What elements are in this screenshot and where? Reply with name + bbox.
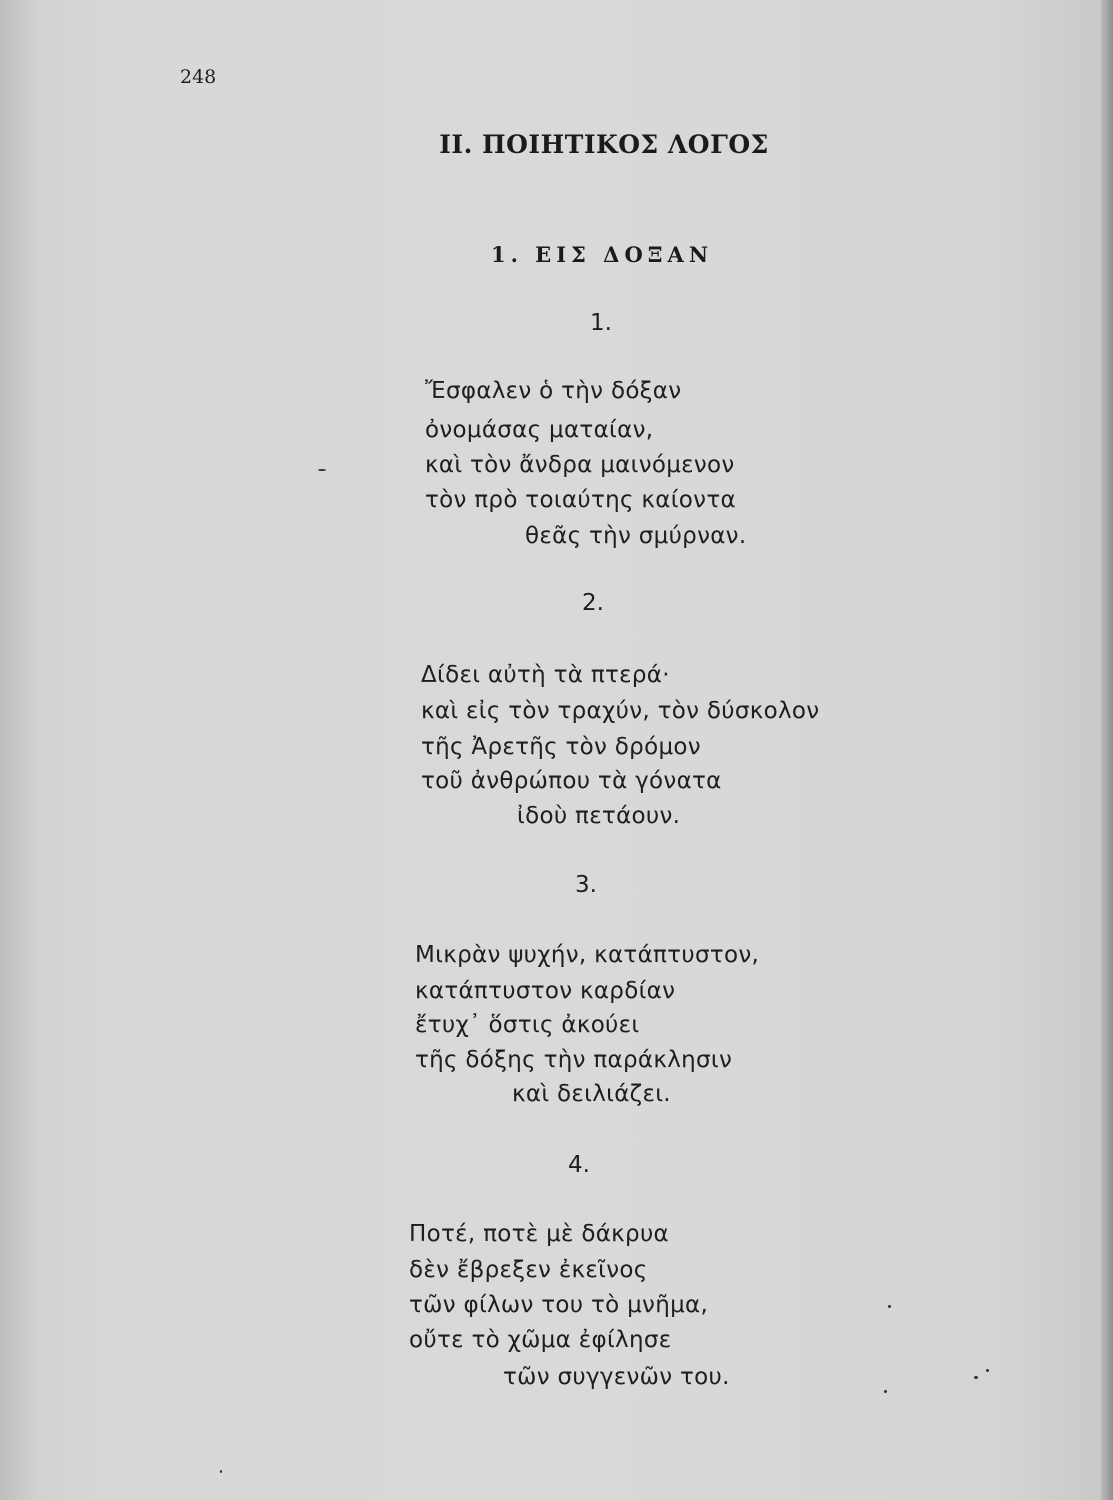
scan-speck (974, 1376, 978, 1379)
stanza-number: 3. (575, 872, 597, 898)
stanza-number: 1. (590, 310, 612, 336)
verse-line: Μικρὰν ψυχήν, κατάπτυστον, (415, 942, 760, 968)
scan-speck (884, 1390, 887, 1393)
verse-line: Ἔσφαλεν ὁ τὴν δόξαν (425, 378, 682, 404)
verse-line: τοῦ ἀνθρώπου τὰ γόνατα (421, 768, 722, 794)
verse-line: καὶ δειλιάζει. (512, 1081, 671, 1107)
verse-line: οὔτε τὸ χῶμα ἐφίλησε (409, 1327, 672, 1353)
verse-line: κατάπτυστον καρδίαν (415, 978, 676, 1004)
verse-line: ἰδοὺ πετάουν. (517, 803, 681, 829)
verse-line: Δίδει αὐτὴ τὰ πτερά· (421, 662, 670, 688)
verse-line: τῆς δόξης τὴν παράκλησιν (415, 1047, 733, 1073)
stanza-number: 2. (582, 590, 604, 616)
verse-line: καὶ εἰς τὸν τραχύν, τὸν δύσκολον (421, 698, 820, 724)
section-title: II. ΠΟΙΗΤΙΚΟΣ ΛΟΓΟΣ (439, 130, 769, 159)
scan-speck (220, 1470, 222, 1473)
scan-speck (888, 1305, 891, 1308)
verse-line: Ποτέ, ποτὲ μὲ δάκρυα (409, 1221, 670, 1247)
verse-line: τῶν συγγενῶν του. (503, 1364, 730, 1390)
verse-line: δὲν ἔβρεξεν ἐκεῖνος (409, 1257, 648, 1283)
verse-line: τὸν πρὸ τοιαύτης καίοντα (425, 487, 736, 513)
stanza-number: 4. (568, 1152, 590, 1178)
verse-line: καὶ τὸν ἄνδρα μαινόμενον (425, 452, 735, 478)
verse-line: ὀνομάσας ματαίαν, (425, 417, 654, 443)
scan-speck (986, 1369, 989, 1372)
verse-line: ἔτυχ᾽ ὅστις ἀκούει (415, 1012, 640, 1038)
scan-speck (318, 469, 326, 471)
verse-line: τῶν φίλων του τὸ μνῆμα, (409, 1292, 709, 1318)
page-number: 248 (180, 66, 217, 88)
verse-line: θεᾶς τὴν σμύρναν. (525, 523, 747, 549)
verse-line: τῆς Ἀρετῆς τὸν δρόμον (421, 734, 701, 760)
page-edge-shadow (1101, 0, 1113, 1500)
poem-title: 1. ΕΙΣ ΔΟΞΑΝ (490, 242, 714, 267)
